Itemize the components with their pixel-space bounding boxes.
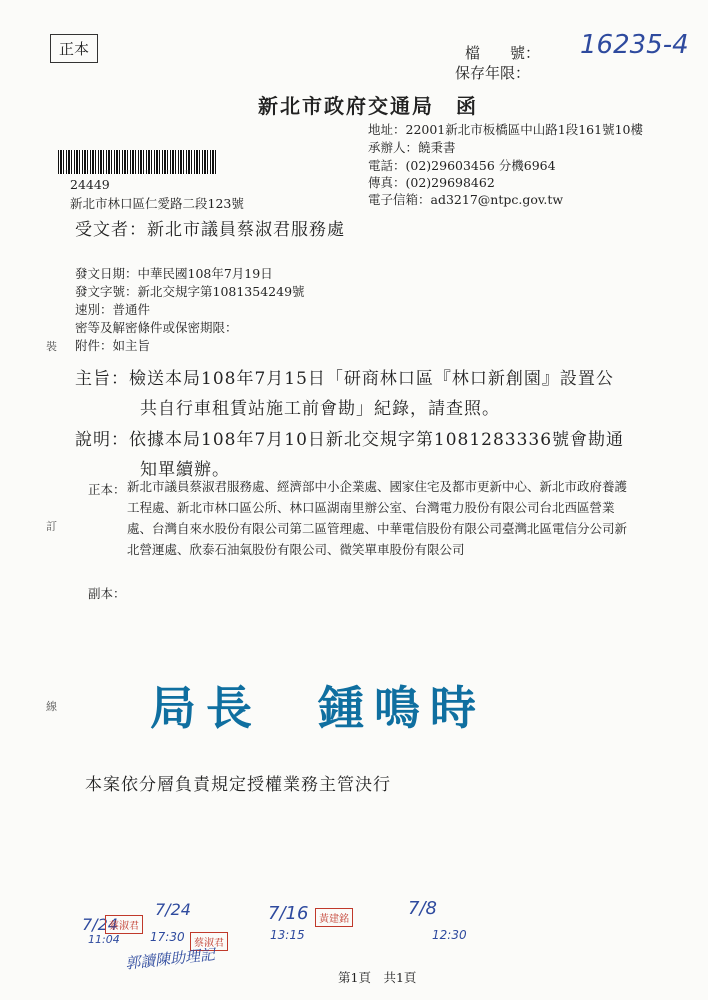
handwritten-time: 13:15 [270, 928, 305, 942]
recipient: 受文者：新北市議員蔡淑君服務處 [75, 220, 345, 240]
retention-label: 保存年限： [455, 64, 531, 82]
red-stamp: 蔡淑君 [105, 915, 143, 934]
cc-label: 正本： [88, 482, 126, 497]
page-footer: 第1頁 共1頁 [338, 970, 417, 985]
binding-mark: 裝 [46, 340, 57, 353]
handwritten-time: 12:30 [432, 928, 467, 942]
authorization-note: 本案依分層負責規定授權業務主管決行 [85, 775, 391, 795]
document-number: 發文字號：新北交規字第1081354249號 [75, 284, 305, 299]
cc-recipients: 新北市議員蔡淑君服務處、經濟部中小企業處、國家住宅及都市更新中心、新北市政府養護工程處、新北市林口區公所、林口區湖南里辦公室、台灣電力股份有限公司台北西區營業處、台灣自來水股份有限公司第二區管理處、中華電信股份有限公司臺灣北區電信分公司新北營運處、欣泰石油氣股份有限公司、微笑單車股份有限公司 [127, 479, 628, 557]
binding-mark: 訂 [46, 520, 57, 533]
sender-email: 電子信箱：ad3217@ntpc.gov.tw [368, 192, 564, 207]
copy-label: 副本： [88, 586, 126, 601]
explanation-line-2: 知單續辦。 [140, 460, 230, 480]
attachment: 附件：如主旨 [75, 338, 151, 353]
sender-fax: 傳真：(02)29698462 [368, 175, 495, 190]
handwritten-file-number: 16235-4 [580, 30, 689, 60]
document-title: 新北市政府交通局 函 [258, 94, 478, 118]
red-stamp: 黃建銘 [315, 908, 353, 927]
explanation-line-1: 說明：依據本局108年7月10日新北交規字第1081283336號會勘通 [75, 430, 625, 450]
handwritten-time: 11:04 [88, 933, 120, 946]
secrecy-level: 密等及解密條件或保密期限： [75, 320, 238, 335]
sender-contact: 承辦人：饒秉書 [368, 140, 456, 155]
delivery-speed: 速別：普通件 [75, 302, 151, 317]
red-stamp: 蔡淑君 [190, 932, 228, 951]
handwritten-note: 郭讀陳助理記 [124, 945, 216, 973]
handwritten-date: 7/8 [408, 898, 437, 919]
signature-stamp: 局長 鍾鳴時 [150, 681, 486, 735]
sender-address: 地址：22001新北市板橋區中山路1段161號10樓 [368, 122, 643, 137]
original-copy-box: 正本 [50, 34, 98, 63]
handwritten-date: 7/24 [82, 915, 118, 934]
subject-line-2: 共自行車租賃站施工前會勘」紀錄，請查照。 [140, 399, 500, 419]
binding-mark: 線 [46, 700, 57, 713]
issue-date: 發文日期：中華民國108年7月19日 [75, 266, 273, 281]
recipient-mail-address: 新北市林口區仁愛路二段123號 [70, 196, 244, 211]
sender-phone: 電話：(02)29603456 分機6964 [368, 158, 556, 173]
handwritten-date: 7/24 [155, 900, 191, 919]
recipient-postcode: 24449 [70, 177, 110, 192]
barcode [58, 150, 218, 174]
handwritten-date: 7/16 [268, 903, 309, 924]
subject-line-1: 主旨：檢送本局108年7月15日「研商林口區『林口新創園』設置公 [75, 369, 614, 389]
handwritten-time: 17:30 [150, 930, 185, 944]
file-number-label: 檔 號： [465, 44, 541, 62]
